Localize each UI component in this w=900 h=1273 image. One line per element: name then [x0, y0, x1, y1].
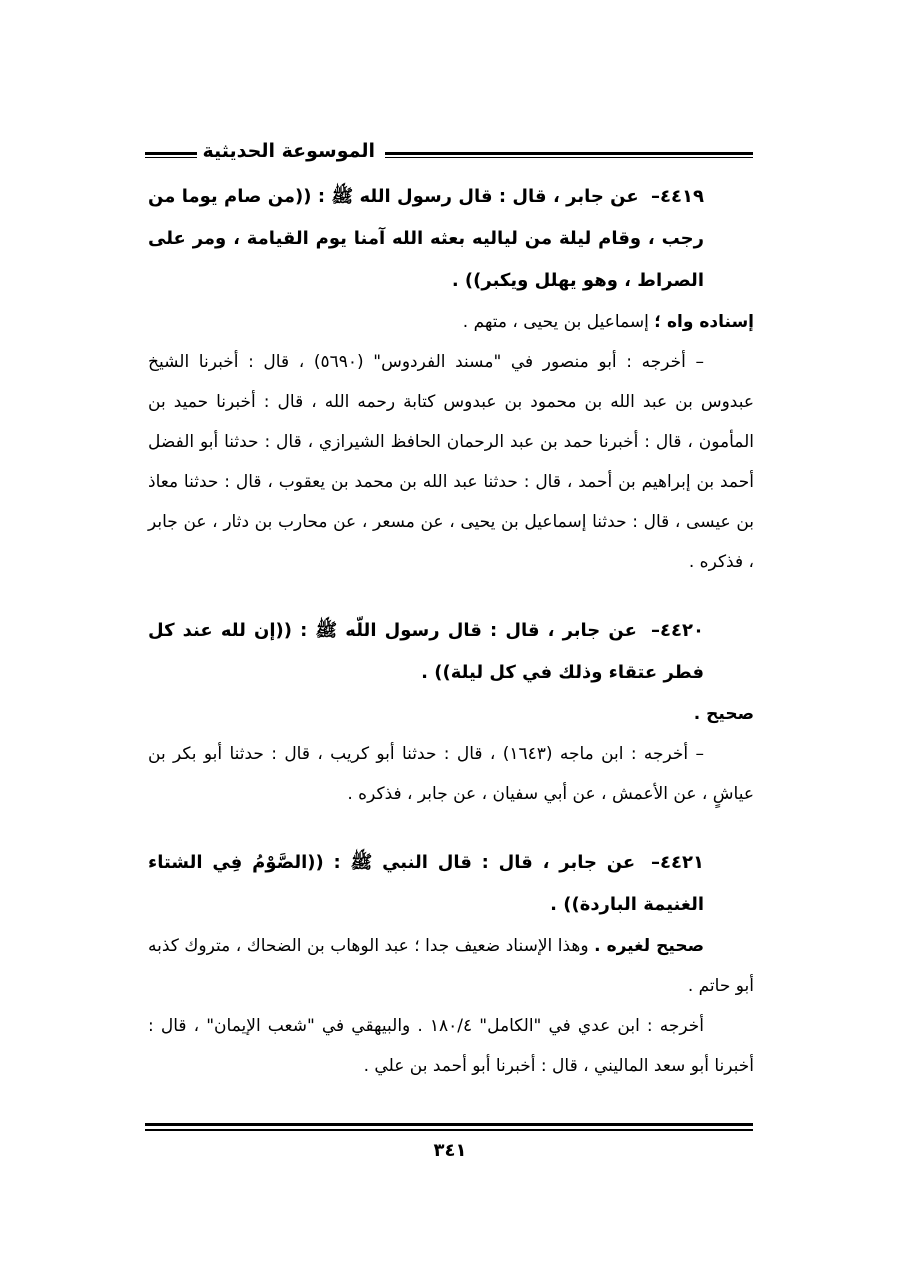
hadith-entry-4421 [148, 842, 754, 1086]
footer-rule [145, 1123, 753, 1126]
takhrij-text: – أخرجه : ابن ماجه (١٦٤٣) ، قال : حدثنا أبو كريب ، قال : حدثنا أبو بكر بن عياشٍ ، عن الأعمش ، عن أبي سفيان ، عن جابر ، فذكره . [148, 744, 754, 804]
hadith-matn: عن جابر ، قال : قال رسول الله ﷺ : ((من صام يوما من رجب ، وقام ليلة من لياليه بعثه الله آمنا يوم القيامة ، ومر على الصراط ، وهو يهلل ويكبر)) . [148, 186, 704, 291]
takhrij-text: أخرجه : ابن عدي في "الكامل" ١٨٠/٤ . والبيهقي في "شعب الإيمان" ، قال : أخبرنا أبو سعد الماليني ، قال : أخبرنا أبو أحمد بن علي . [148, 1016, 754, 1076]
page-header [145, 140, 753, 170]
hadith-matn: عن جابر ، قال : قال رسول اللّه ﷺ : ((إن لله عند كل فطر عتقاء وذلك في كل ليلة)) . [148, 620, 704, 683]
hadith-grade: صحيح . [693, 704, 754, 724]
grade-note: إسماعيل بن يحيى ، متهم . [462, 312, 649, 332]
hadith-number: ٤٤٢٠– [651, 620, 704, 641]
page-number: ٣٤١ [433, 1140, 467, 1161]
entry-spacer [148, 814, 754, 842]
grade-note: وهذا الإسناد ضعيف جدا ؛ عبد الوهاب بن الضحاك ، متروك كذبه أبو حاتم . [148, 936, 754, 996]
header-title: الموسوعة الحديثية [202, 140, 375, 162]
page-content [148, 176, 754, 1086]
header-rule-left [145, 152, 197, 155]
takhrij-text: – أخرجه : أبو منصور في "مسند الفردوس" (٥٦٩٠) ، قال : أخبرنا الشيخ عبدوس بن عبد الله بن محمود بن عبدوس كتابة رحمه الله ، قال : أخبرنا حميد بن المأمون ، قال : أخبرنا حمد بن عبد الرحمان الحافظ الشيرازي ، قال : حدثنا أبو الفضل أحمد بن إبراهيم بن أحمد ، قال : حدثنا عبد الله بن محمد بن يعقوب ، قال : حدثنا معاذ بن عيسى ، قال : حدثنا إسماعيل بن يحيى ، عن مسعر ، عن محارب بن دثار ، عن جابر ، فذكره . [148, 352, 754, 572]
hadith-text [148, 610, 754, 694]
entry-spacer [148, 582, 754, 610]
header-rule-right [385, 152, 753, 155]
hadith-grade: صحيح لغيره . [594, 936, 704, 956]
hadith-text [148, 176, 754, 302]
hadith-entry-4419 [148, 176, 754, 582]
hadith-matn: عن جابر ، قال : قال النبي ﷺ : ((الصَّوْمُ فِي الشتاء الغنيمة الباردة)) . [148, 852, 704, 915]
grade-line [148, 926, 754, 1006]
hadith-entry-4420 [148, 610, 754, 814]
hadith-number: ٤٤٢١– [651, 852, 704, 873]
hadith-text [148, 842, 754, 926]
hadith-grade: إسناده واه ؛ [654, 312, 754, 332]
grade-line [148, 694, 754, 734]
hadith-number: ٤٤١٩– [651, 186, 704, 207]
grade-line [148, 302, 754, 342]
